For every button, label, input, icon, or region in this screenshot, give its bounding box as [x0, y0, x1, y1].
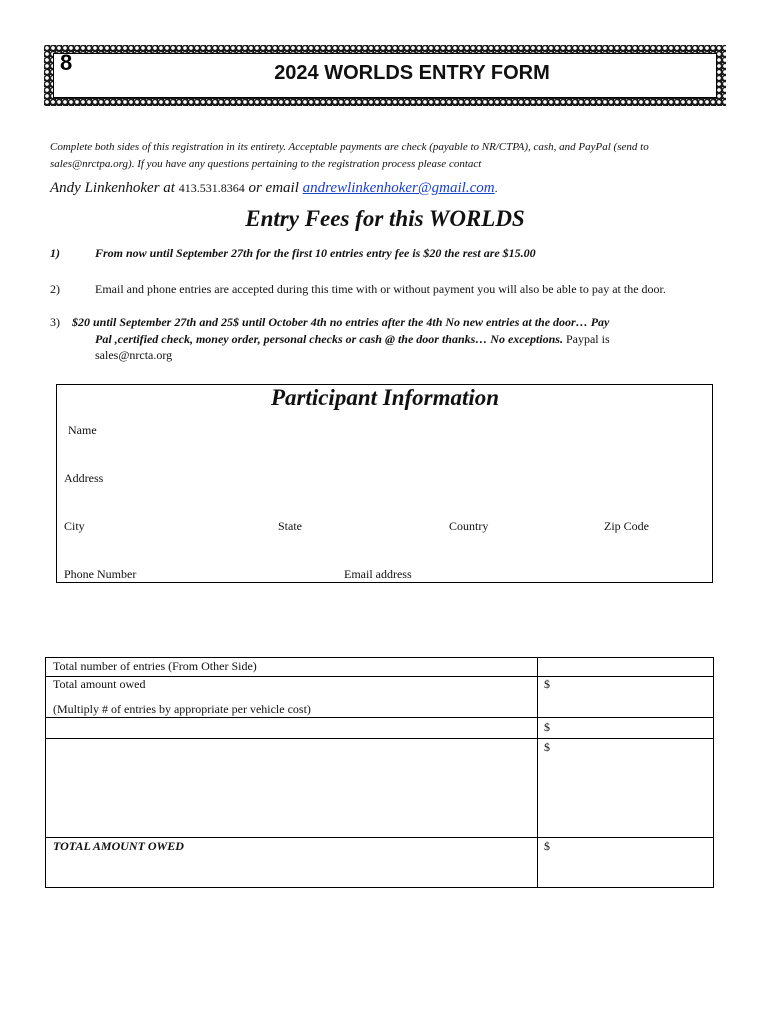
page-number: 8 — [60, 50, 73, 75]
total-amount-value: $ — [544, 677, 550, 691]
fee-item-1-number: 1) — [50, 246, 60, 260]
totals-row-divider-4 — [46, 837, 713, 838]
fee-item-3-line-3: sales@nrcta.org — [95, 348, 173, 362]
fee-item-1-text: From now until September 27th for the first 10 entries entry fee is $20 the rest are $15.00 — [95, 246, 536, 260]
totals-column-divider — [537, 658, 538, 887]
intro-line-2: sales@nrctpa.org). If you have any questions pertaining to the registration process please contact — [50, 158, 482, 170]
fee-item-3-line-2-bold: Pal ,certified check, money order, personal checks or cash @ the door thanks… No exceptions. — [95, 332, 563, 346]
contact-name: Andy Linkenhoker at — [50, 180, 175, 196]
phone-number-label: Phone Number — [64, 567, 137, 581]
email-address-label: Email address — [344, 567, 412, 581]
country-label: Country — [449, 519, 489, 533]
fee-item-3-number: 3) — [50, 315, 60, 329]
fee-item-3-line-2 — [95, 330, 610, 348]
state-label: State — [278, 519, 302, 533]
total-amount-label: Total amount owed — [53, 677, 146, 691]
totals-row-divider-3 — [46, 738, 713, 739]
total-amount-owed-label: TOTAL AMOUNT OWED — [53, 839, 184, 853]
contact-phone: 413.531.8364 — [178, 181, 245, 195]
totals-row-divider-2 — [46, 717, 713, 718]
total-amount-note: (Multiply # of entries by appropriate per vehicle cost) — [53, 702, 311, 716]
fee-item-2-text: Email and phone entries are accepted during this time with or without payment you will also be able to pay at the door. — [95, 282, 666, 296]
fee-item-3-line-1: $20 until September 27th and 25$ until October 4th no entries after the 4th No new entries at the door… Pay — [72, 315, 610, 329]
intro-line-1: Complete both sides of this registration in its entirety. Acceptable payments are check (payable to NR/CTPA), cash, and PayPal (send to — [50, 141, 649, 153]
city-label: City — [64, 519, 85, 533]
intro-text — [50, 139, 710, 173]
form-title: 2024 WORLDS ENTRY FORM — [274, 62, 550, 84]
entry-fees-title: Entry Fees for this WORLDS — [245, 206, 525, 231]
row-4-value: $ — [544, 740, 550, 754]
participant-info-title: Participant Information — [270, 385, 500, 410]
name-label: Name — [68, 423, 97, 437]
contact-period: . — [494, 181, 498, 195]
contact-email-link[interactable]: andrewlinkenhoker@gmail.com — [302, 180, 495, 196]
totals-row-divider-1 — [46, 676, 713, 677]
contact-line — [50, 180, 498, 197]
participant-info-box — [56, 384, 713, 583]
fee-item-3-line-2-plain: Paypal is — [565, 332, 610, 346]
row-3-value: $ — [544, 720, 550, 734]
total-entries-label: Total number of entries (From Other Side) — [53, 659, 257, 673]
zip-code-label: Zip Code — [604, 519, 649, 533]
fee-item-2-number: 2) — [50, 282, 60, 296]
contact-or-email: or email — [248, 180, 299, 196]
address-label: Address — [64, 471, 104, 485]
total-amount-owed-value: $ — [544, 839, 550, 853]
